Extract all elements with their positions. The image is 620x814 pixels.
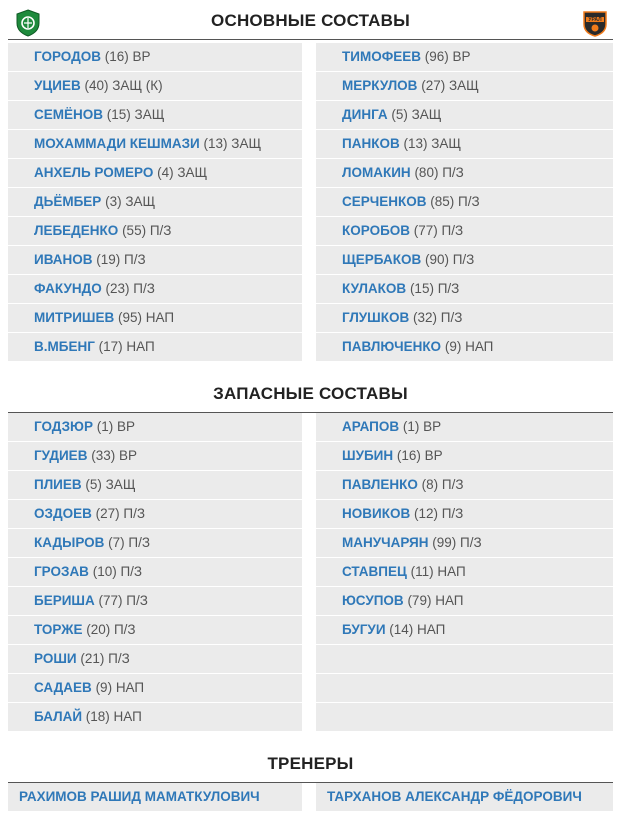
player-row bbox=[8, 246, 302, 274]
player-name-link[interactable]: АНХЕЛЬ РОМЕРО bbox=[34, 165, 154, 180]
player-info: (80) П/З bbox=[414, 165, 464, 180]
player-name-link[interactable]: ГУДИЕВ bbox=[34, 448, 88, 463]
player-info: (96) ВР bbox=[424, 49, 471, 64]
player-info: (11) НАП bbox=[410, 564, 466, 579]
player-name-link[interactable]: ФАКУНДО bbox=[34, 281, 102, 296]
player-row bbox=[316, 217, 613, 245]
player-row bbox=[316, 101, 613, 129]
player-name-link[interactable]: МАНУЧАРЯН bbox=[342, 535, 429, 550]
player-info: (77) П/З bbox=[413, 223, 464, 238]
player-info: (33) ВР bbox=[91, 448, 137, 463]
player-name-link[interactable]: ОЗДОЕВ bbox=[34, 506, 92, 521]
player-name-link[interactable]: ЮСУПОВ bbox=[342, 593, 404, 608]
player-info: (15) ЗАЩ bbox=[106, 107, 165, 122]
player-row bbox=[316, 275, 613, 303]
player-info: (16) ВР bbox=[396, 448, 443, 463]
player-name-link[interactable]: КОРОБОВ bbox=[342, 223, 411, 238]
player-name-link[interactable]: ИВАНОВ bbox=[34, 252, 93, 267]
main-lineups-title: ОСНОВНЫЕ СОСТАВЫ bbox=[211, 11, 410, 30]
player-row bbox=[316, 500, 613, 528]
player-name-link[interactable]: ГОДЗЮР bbox=[34, 419, 93, 434]
player-name-link[interactable]: БЕРИША bbox=[34, 593, 95, 608]
player-row bbox=[8, 333, 302, 361]
away-logo-wordmark: УРАЛ bbox=[588, 17, 602, 23]
player-name-link[interactable]: СЕМЁНОВ bbox=[34, 107, 104, 122]
player-info: (1) ВР bbox=[402, 419, 442, 434]
player-name-link[interactable]: ГРОЗАВ bbox=[34, 564, 89, 579]
player-name-link[interactable]: ГОРОДОВ bbox=[34, 49, 101, 64]
player-name-link[interactable]: ПАНКОВ bbox=[342, 136, 400, 151]
player-row bbox=[8, 72, 302, 100]
player-info: (18) НАП bbox=[85, 709, 142, 724]
player-row bbox=[316, 587, 613, 615]
away-coach[interactable]: ТАРХАНОВ АЛЕКСАНДР ФЁДОРОВИЧ bbox=[316, 783, 613, 811]
player-info: (23) П/З bbox=[105, 281, 155, 296]
player-name-link[interactable]: ГЛУШКОВ bbox=[342, 310, 410, 325]
player-name-link[interactable]: ПАВЛЕНКО bbox=[342, 477, 418, 492]
player-row bbox=[8, 275, 302, 303]
coaches-title: ТРЕНЕРЫ bbox=[267, 754, 354, 773]
player-info: (79) НАП bbox=[407, 593, 464, 608]
player-name-link[interactable]: ЩЕРБАКОВ bbox=[342, 252, 422, 267]
player-info: (21) П/З bbox=[80, 651, 130, 666]
player-row bbox=[316, 616, 613, 644]
player-row bbox=[316, 413, 613, 441]
empty-row bbox=[316, 674, 613, 702]
player-row bbox=[8, 130, 302, 158]
player-info: (9) НАП bbox=[444, 339, 494, 354]
player-name-link[interactable]: РОШИ bbox=[34, 651, 77, 666]
player-row bbox=[316, 72, 613, 100]
away-subs-list bbox=[316, 413, 613, 732]
away-team-logo[interactable] bbox=[581, 9, 609, 37]
player-name-link[interactable]: САДАЕВ bbox=[34, 680, 92, 695]
player-row bbox=[8, 101, 302, 129]
empty-row bbox=[316, 703, 613, 731]
player-row bbox=[8, 616, 302, 644]
player-info: (5) ЗАЩ bbox=[391, 107, 442, 122]
player-row bbox=[316, 333, 613, 361]
player-info: (12) П/З bbox=[413, 506, 464, 521]
player-row bbox=[316, 471, 613, 499]
player-row bbox=[8, 43, 302, 71]
player-info: (16) ВР bbox=[104, 49, 151, 64]
player-info: (13) ЗАЩ bbox=[403, 136, 462, 151]
player-info: (1) ВР bbox=[96, 419, 135, 434]
player-row bbox=[8, 558, 302, 586]
player-name-link[interactable]: МОХАММАДИ КЕШМАЗИ bbox=[34, 136, 200, 151]
player-name-link[interactable]: ТОРЖЕ bbox=[34, 622, 83, 637]
player-info: (40) ЗАЩ (К) bbox=[84, 78, 163, 93]
player-name-link[interactable]: БАЛАЙ bbox=[34, 709, 83, 724]
player-row bbox=[8, 471, 302, 499]
player-info: (55) П/З bbox=[122, 223, 172, 238]
player-info: (99) П/З bbox=[432, 535, 482, 550]
player-row bbox=[8, 188, 302, 216]
player-info: (77) П/З bbox=[98, 593, 148, 608]
player-info: (85) П/З bbox=[430, 194, 480, 209]
player-row bbox=[8, 442, 302, 470]
player-name-link[interactable]: МЕРКУЛОВ bbox=[342, 78, 418, 93]
player-name-link[interactable]: ЛОМАКИН bbox=[342, 165, 411, 180]
player-row bbox=[316, 188, 613, 216]
away-main-lineup bbox=[316, 43, 613, 362]
player-row bbox=[8, 159, 302, 187]
player-row bbox=[8, 703, 302, 731]
player-info: (19) П/З bbox=[96, 252, 146, 267]
player-name-link[interactable]: КУЛАКОВ bbox=[342, 281, 407, 296]
player-name-link[interactable]: КАДЫРОВ bbox=[34, 535, 105, 550]
player-row bbox=[8, 645, 302, 673]
player-name-link[interactable]: УЦИЕВ bbox=[34, 78, 81, 93]
player-info: (27) ЗАЩ bbox=[421, 78, 479, 93]
player-info: (4) ЗАЩ bbox=[157, 165, 208, 180]
player-row bbox=[316, 246, 613, 274]
subs-header bbox=[8, 376, 613, 413]
player-row bbox=[8, 674, 302, 702]
player-row bbox=[316, 558, 613, 586]
player-row bbox=[8, 500, 302, 528]
player-info: (15) П/З bbox=[409, 281, 460, 296]
player-info: (13) ЗАЩ bbox=[203, 136, 262, 151]
player-row bbox=[8, 304, 302, 332]
player-row bbox=[316, 442, 613, 470]
player-info: (7) П/З bbox=[108, 535, 151, 550]
player-info: (5) ЗАЩ bbox=[85, 477, 136, 492]
player-info: (90) П/З bbox=[424, 252, 475, 267]
player-info: (27) П/З bbox=[95, 506, 145, 521]
player-row bbox=[316, 130, 613, 158]
player-name-link[interactable]: ШУБИН bbox=[342, 448, 394, 463]
home-coach[interactable]: РАХИМОВ РАШИД МАМАТКУЛОВИЧ bbox=[8, 783, 302, 811]
player-info: (14) НАП bbox=[389, 622, 446, 637]
player-name-link[interactable]: ТИМОФЕЕВ bbox=[342, 49, 421, 64]
empty-row bbox=[316, 645, 613, 673]
player-row bbox=[316, 304, 613, 332]
player-row bbox=[8, 529, 302, 557]
player-name-link[interactable]: ДИНГА bbox=[342, 107, 388, 122]
player-name-link[interactable]: ПЛИЕВ bbox=[34, 477, 82, 492]
player-name-link[interactable]: АРАПОВ bbox=[342, 419, 400, 434]
player-name-link[interactable]: СЕРЧЕНКОВ bbox=[342, 194, 427, 209]
player-row bbox=[316, 43, 613, 71]
player-row bbox=[316, 529, 613, 557]
player-row bbox=[8, 587, 302, 615]
subs-title: ЗАПАСНЫЕ СОСТАВЫ bbox=[213, 384, 408, 403]
player-name-link[interactable]: ПАВЛЮЧЕНКО bbox=[342, 339, 442, 354]
player-info: (32) П/З bbox=[413, 310, 463, 325]
home-main-lineup bbox=[8, 43, 302, 362]
player-name-link[interactable]: НОВИКОВ bbox=[342, 506, 411, 521]
player-info: (8) П/З bbox=[421, 477, 464, 492]
player-row bbox=[316, 159, 613, 187]
player-info: (20) П/З bbox=[86, 622, 136, 637]
player-info: (10) П/З bbox=[92, 564, 143, 579]
player-name-link[interactable]: МИТРИШЕВ bbox=[34, 310, 115, 325]
player-info: (17) НАП bbox=[98, 339, 155, 354]
home-subs-list bbox=[8, 413, 302, 732]
player-name-link[interactable]: В.МБЕНГ bbox=[34, 339, 95, 354]
player-info: (9) НАП bbox=[95, 680, 145, 695]
player-info: (3) ЗАЩ bbox=[105, 194, 156, 209]
player-name-link[interactable]: БУГУИ bbox=[342, 622, 386, 637]
player-row bbox=[8, 217, 302, 245]
player-info: (95) НАП bbox=[118, 310, 175, 325]
player-row bbox=[8, 413, 302, 441]
player-name-link[interactable]: ДЬЁМБЕР bbox=[34, 194, 102, 209]
main-lineups-header bbox=[8, 3, 613, 40]
coaches-header bbox=[8, 746, 613, 783]
player-name-link[interactable]: СТАВПЕЦ bbox=[342, 564, 407, 579]
player-name-link[interactable]: ЛЕБЕДЕНКО bbox=[34, 223, 119, 238]
